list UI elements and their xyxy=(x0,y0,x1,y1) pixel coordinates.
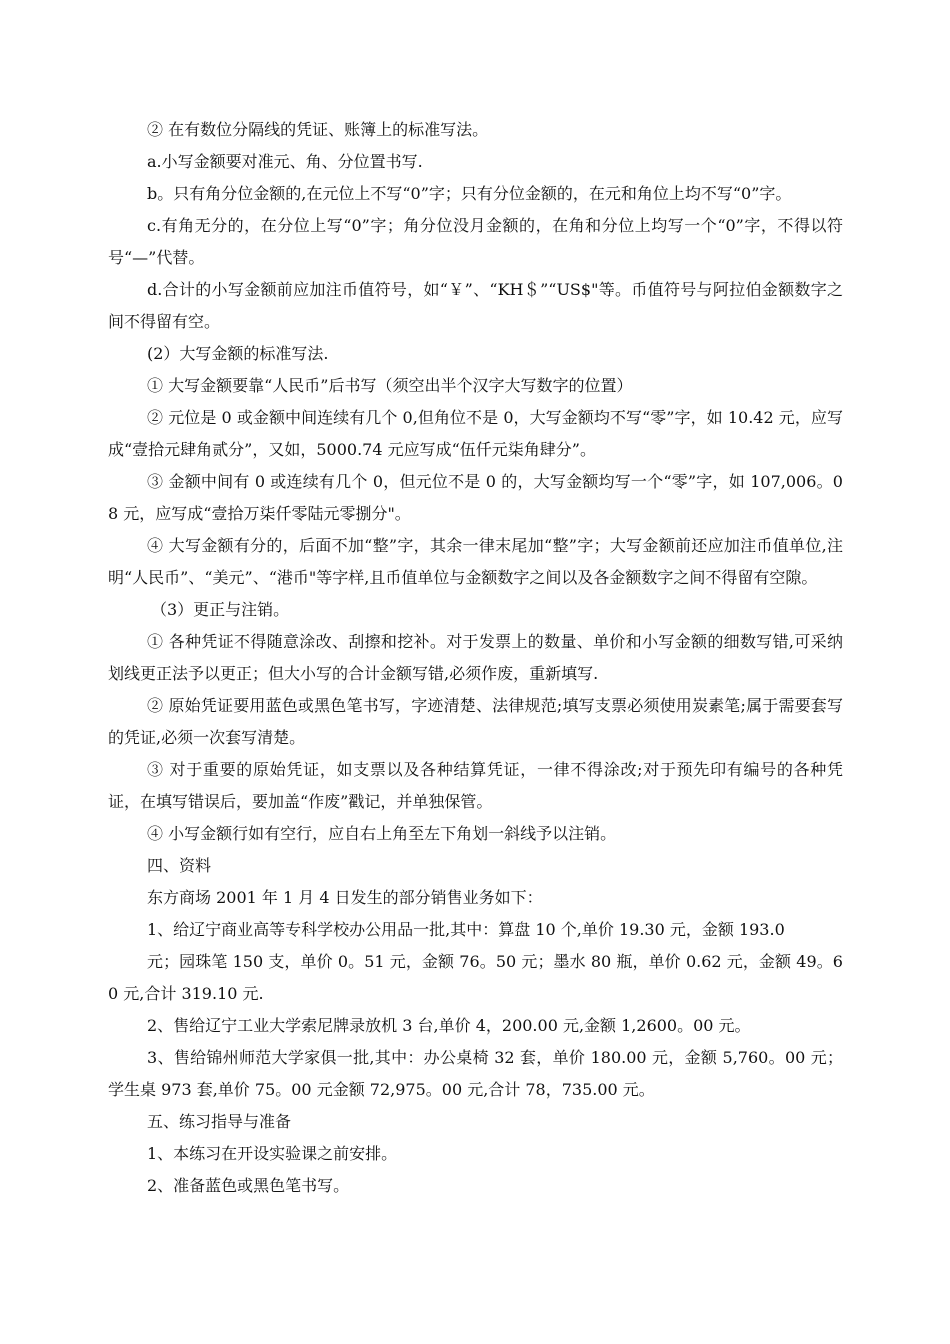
para-rule-b: b。只有角分位金额的,在元位上不写“0”字；只有分位金额的，在元和角位上均不写“0”字。 xyxy=(147,184,792,203)
para-materials-intro: 东方商场 2001 年 1 月 4 日发生的部分销售业务如下： xyxy=(147,888,543,907)
para-correction-rule-3: ③ 对于重要的原始凭证，如支票以及各种结算凭证，一律不得涂改;对于预先印有编号的各种凭证，在填写错误后，要加盖“作废”戳记，并单独保管。 xyxy=(108,760,843,811)
para-rule-d: d.合计的小写金额前应加注币值符号，如“￥”、“KH＄”“US$"等。币值符号与阿拉伯金额数字之间不得留有空。 xyxy=(108,280,843,331)
para-transaction-1-cont: 元；园珠笔 150 支，单价 0。51 元，金额 76。50 元；墨水 80 瓶，单价 0.62 元，金额 49。60 元,合计 319.10 元. xyxy=(108,952,843,1003)
section-heading-materials: 四、资料 xyxy=(147,856,212,875)
section-heading-guidance: 五、练习指导与准备 xyxy=(147,1112,292,1131)
section-heading-correction: （3）更正与注销。 xyxy=(151,600,290,619)
para-transaction-3: 3、售给锦州师范大学家俱一批,其中：办公桌椅 32 套，单价 180.00 元，金额 5,760。00 元；学生桌 973 套,单价 75。00 元金额 72,975。00 元,合计 78，735.00 元。 xyxy=(108,1048,843,1099)
para-uppercase-rule-4: ④ 大写金额有分的，后面不加“整”字，其余一律末尾加“整”字；大写金额前还应加注币值单位,注明“人民币”、“美元”、“港币"等字样,且币值单位与金额数字之间以及各金额数字之间不得留有空隙。 xyxy=(108,536,843,587)
para-rule-c: c.有角无分的，在分位上写“0”字；角分位没月金额的，在角和分位上均写一个“0”字，不得以符号“—”代替。 xyxy=(108,216,843,267)
section-heading-uppercase-amount: (2）大写金额的标准写法. xyxy=(147,344,329,363)
para-guidance-2: 2、准备蓝色或黑色笔书写。 xyxy=(147,1176,350,1195)
para-transaction-2: 2、售给辽宁工业大学索尼牌录放机 3 台,单价 4，200.00 元,金额 1,2600。00 元。 xyxy=(147,1016,751,1035)
para-transaction-1: 1、给辽宁商业高等专科学校办公用品一批,其中：算盘 10 个,单价 19.30 元，金额 193.0 xyxy=(147,920,785,939)
para-uppercase-rule-2: ② 元位是 0 或金额中间连续有几个 0,但角位不是 0，大写金额均不写“零”字，如 10.42 元，应写成“壹拾元肆角贰分”，又如，5000.74 元应写成“伍仟元柒角肆分”。 xyxy=(108,408,843,459)
para-correction-rule-1: ① 各种凭证不得随意涂改、刮擦和挖补。对于发票上的数量、单价和小写金额的细数写错,可采纳划线更正法予以更正；但大小写的合计金额写错,必须作废，重新填写. xyxy=(108,632,843,683)
para-guidance-1: 1、本练习在开设实验课之前安排。 xyxy=(147,1144,398,1163)
document-page xyxy=(108,114,843,1202)
para-rule-a: a.小写金额要对准元、角、分位置书写. xyxy=(147,152,423,171)
para-correction-rule-2: ② 原始凭证要用蓝色或黑色笔书写，字迹清楚、法律规范;填写支票必须使用炭素笔;属于需要套写的凭证,必须一次套写清楚。 xyxy=(108,696,843,747)
para-correction-rule-4: ④ 小写金额行如有空行，应自右上角至左下角划一斜线予以注销。 xyxy=(147,824,617,843)
para-uppercase-rule-1: ① 大写金额要靠“人民币”后书写（须空出半个汉字大写数字的位置） xyxy=(147,376,633,395)
para-uppercase-rule-3: ③ 金额中间有 0 或连续有几个 0，但元位不是 0 的，大写金额均写一个“零”字，如 107,006。08 元，应写成“壹拾万柒仟零陆元零捌分"。 xyxy=(108,472,843,523)
para-written-standard-heading: ② 在有数位分隔线的凭证、账簿上的标准写法。 xyxy=(147,120,489,139)
